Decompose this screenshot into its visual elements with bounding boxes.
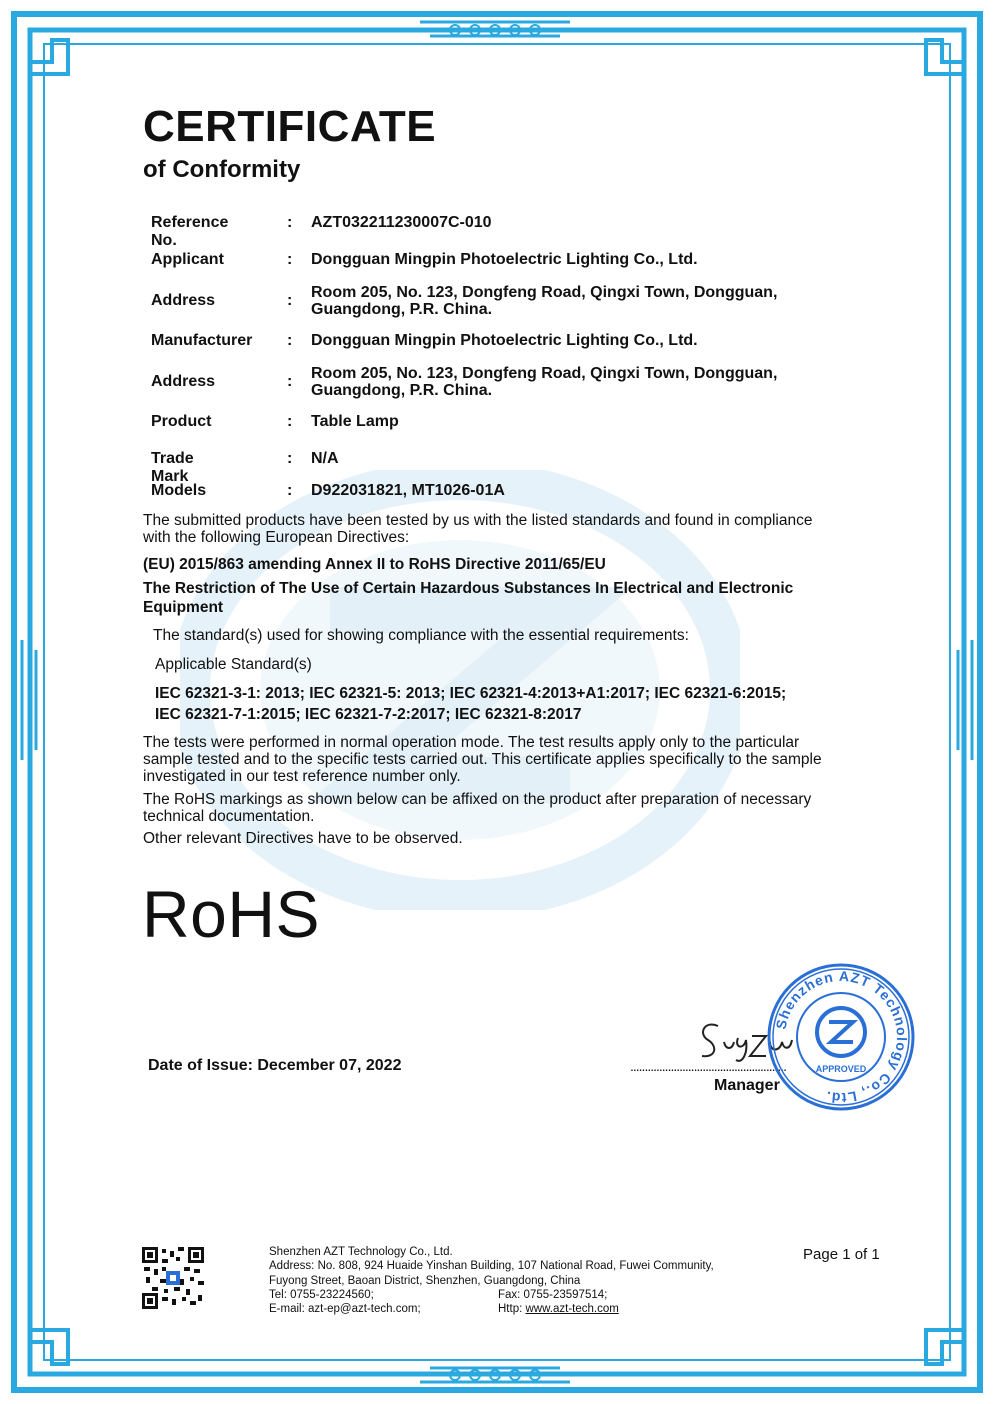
footer-http-label: Http: <box>498 1303 523 1316</box>
intro-paragraph <box>143 512 883 546</box>
page-number: Page 1 of 1 <box>803 1246 880 1263</box>
restriction-text <box>143 579 883 617</box>
footer-fax: Fax: 0755-23597514; <box>498 1288 608 1301</box>
qr-code <box>142 1247 204 1309</box>
field-colon: : <box>287 214 293 231</box>
field-value-line1: Room 205, No. 123, Dongfeng Road, Qingxi Town, Dongguan, <box>311 365 778 382</box>
footer-company: Shenzhen AZT Technology Co., Ltd. <box>269 1246 453 1258</box>
standards-list <box>155 683 895 725</box>
certificate-subtitle: of Conformity <box>143 156 301 183</box>
markings-paragraph <box>143 791 883 825</box>
footer-company-info <box>269 1245 789 1316</box>
tests-paragraph <box>143 734 883 785</box>
signature-line: ...................................................... <box>630 1058 787 1074</box>
field-colon: : <box>287 450 293 467</box>
field-value: D922031821, MT1026-01A <box>311 482 505 499</box>
field-value-line2: Guangdong, P.R. China. <box>311 382 493 399</box>
standards-line: IEC 62321-7-1:2015; IEC 62321-7-2:2017; IEC 62321-8:2017 <box>155 706 582 723</box>
field-colon: : <box>287 251 293 268</box>
field-value-line1: Room 205, No. 123, Dongfeng Road, Qingxi Town, Dongguan, <box>311 284 778 301</box>
markings-line: technical documentation. <box>143 808 315 825</box>
field-label: Address <box>151 292 216 309</box>
footer-address: Fuyong Street, Baoan District, Shenzhen, Guangdong, China <box>269 1274 581 1287</box>
manager-label: Manager <box>714 1077 780 1094</box>
restriction-line: Equipment <box>143 599 224 616</box>
field-label: Reference No. <box>151 214 229 249</box>
date-of-issue: Date of Issue: December 07, 2022 <box>148 1057 402 1074</box>
field-label: Trade Mark <box>151 450 194 485</box>
footer-email: E-mail: azt-ep@azt-tech.com; <box>269 1303 421 1316</box>
intro-line: The submitted products have been tested by us with the listed standards and found in compliance <box>143 512 813 529</box>
stamp-center-text: APPROVED <box>815 1064 867 1074</box>
tests-line: sample tested and to the specific tests carried out. This certificate applies specifically to the sample <box>143 751 822 768</box>
standards-line: IEC 62321-3-1: 2013; IEC 62321-5: 2013; IEC 62321-4:2013+A1:2017; IEC 62321-6:2015; <box>155 685 787 702</box>
field-value: N/A <box>311 450 339 467</box>
field-colon: : <box>287 332 293 349</box>
field-colon: : <box>287 482 293 499</box>
field-colon: : <box>287 373 293 390</box>
field-value: AZT032211230007C-010 <box>311 214 492 231</box>
tests-line: The tests were performed in normal operation mode. The test results apply only to the particular <box>143 734 800 751</box>
field-label: Applicant <box>151 251 224 268</box>
footer-website-link[interactable]: www.azt-tech.com <box>525 1303 619 1316</box>
footer-address: Address: No. 808, 924 Huaide Yinshan Building, 107 National Road, Fuwei Community, <box>269 1260 714 1273</box>
tests-line: investigated in our test reference number only. <box>143 768 461 785</box>
restriction-line: The Restriction of The Use of Certain Hazardous Substances In Electrical and Electronic <box>143 580 794 597</box>
field-label: Models <box>151 482 207 499</box>
standards-intro: The standard(s) used for showing compliance with the essential requirements: <box>153 627 689 644</box>
markings-line: The RoHS markings as shown below can be affixed on the product after preparation of necessary <box>143 791 812 808</box>
applicable-standards-label: Applicable Standard(s) <box>155 656 312 673</box>
field-colon: : <box>287 292 293 309</box>
field-value-line2: Guangdong, P.R. China. <box>311 301 493 318</box>
directive-text: (EU) 2015/863 amending Annex II to RoHS Directive 2011/65/EU <box>143 556 606 573</box>
field-label: Address <box>151 373 216 390</box>
intro-line: with the following European Directives: <box>143 529 410 546</box>
field-label: Product <box>151 413 212 430</box>
other-directives: Other relevant Directives have to be observed. <box>143 830 463 847</box>
field-value: Table Lamp <box>311 413 399 430</box>
certificate-title: CERTIFICATE <box>143 102 437 151</box>
rohs-mark: RoHS <box>142 877 321 951</box>
approved-stamp <box>766 962 916 1112</box>
field-colon: : <box>287 413 293 430</box>
stamp-ring-text: Shenzhen AZT Technology Co., Ltd. <box>772 967 911 1107</box>
field-label: Manufacturer <box>151 332 253 349</box>
field-value: Dongguan Mingpin Photoelectric Lighting Co., Ltd. <box>311 251 698 268</box>
footer-tel: Tel: 0755-23224560; <box>269 1288 374 1301</box>
field-value: Dongguan Mingpin Photoelectric Lighting Co., Ltd. <box>311 332 698 349</box>
